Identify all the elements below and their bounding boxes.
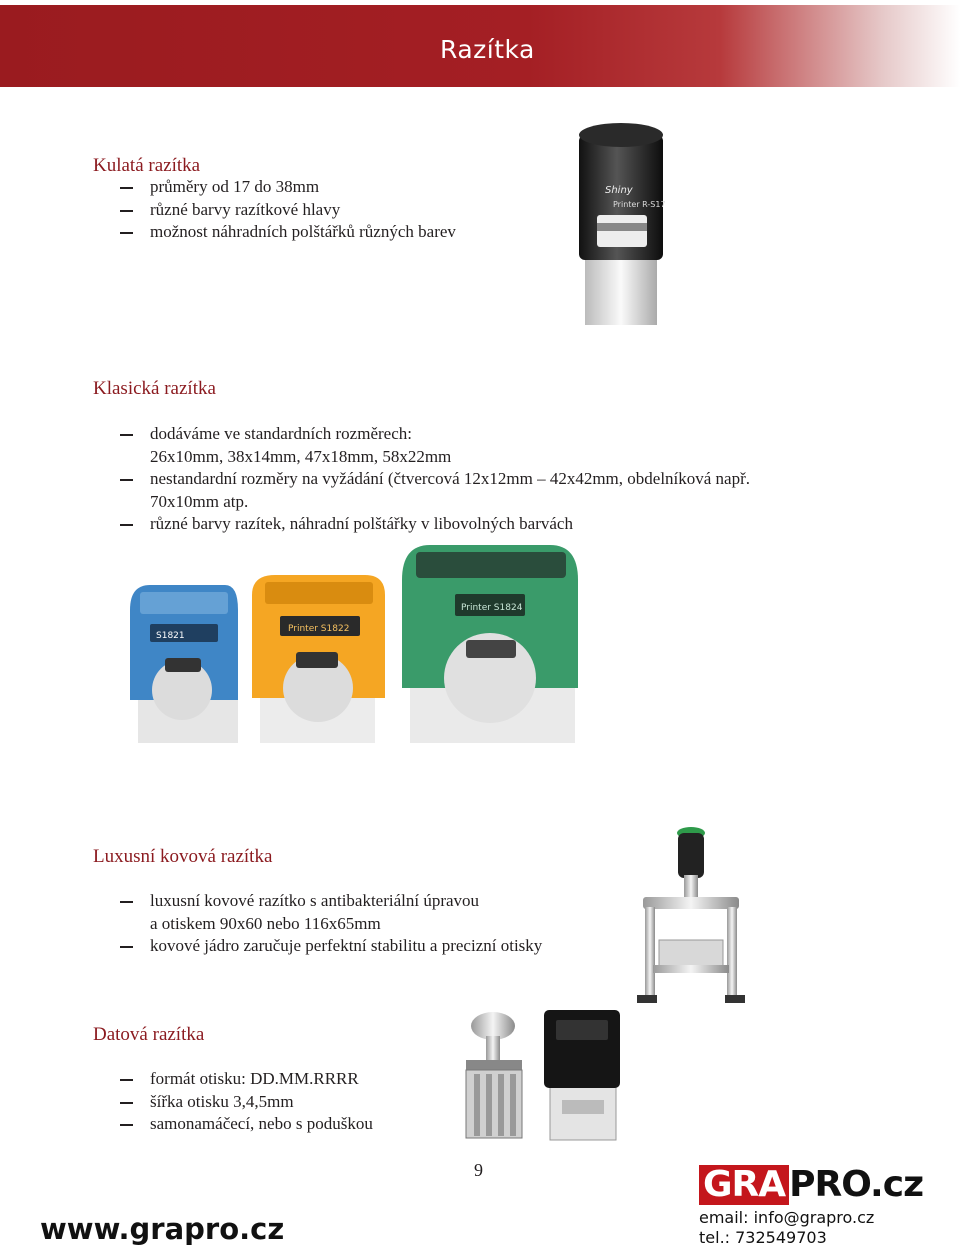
dash-bullet <box>120 901 133 903</box>
header-banner <box>0 5 960 87</box>
green-stamp <box>402 545 578 743</box>
contact-phone[interactable]: tel.: 732549703 <box>699 1228 827 1247</box>
list-item: dodáváme ve standardních rozměrech: <box>120 423 750 446</box>
section-title-date: Datová razítka <box>93 1024 205 1045</box>
dash-bullet <box>120 524 133 526</box>
list-item: kovové jádro zaručuje perfektní stabilitu a precizní otisky <box>120 935 542 958</box>
contact-email[interactable]: email: info@grapro.cz <box>699 1208 875 1227</box>
date-stamps-image <box>458 1008 628 1148</box>
list-item: luxusní kovové razítko s antibakteriální úpravou <box>120 890 542 913</box>
round-features-list <box>120 176 456 244</box>
classic-stamps-image <box>120 540 590 750</box>
logo-rest: PRO.cz <box>789 1164 924 1205</box>
date-features-list <box>120 1068 373 1136</box>
page-title: Razítka <box>440 35 535 64</box>
manual-date-stamp <box>466 1012 522 1138</box>
website-url[interactable]: www.grapro.cz <box>40 1212 285 1246</box>
section-title-round: Kulatá razítka <box>93 155 201 176</box>
list-item: možnost náhradních polštářků různých barev <box>120 221 456 244</box>
dash-bullet <box>120 479 133 481</box>
svg-text:Printer S1824: Printer S1824 <box>461 603 523 613</box>
list-item-continuation: a otiskem 90x60 nebo 116x65mm <box>150 913 381 933</box>
section-title-luxury: Luxusní kovová razítka <box>93 846 273 867</box>
list-item-continuation: 70x10mm atp. <box>150 491 249 511</box>
list-item: šířka otisku 3,4,5mm <box>120 1091 373 1114</box>
brand-logo: Shiny <box>605 185 633 196</box>
luxury-features-list <box>120 890 542 958</box>
yellow-stamp <box>252 575 385 743</box>
dash-bullet <box>120 946 133 948</box>
svg-text:Printer S1822: Printer S1822 <box>288 624 350 634</box>
list-item: samonamáčecí, nebo s poduškou <box>120 1113 373 1136</box>
list-item: různé barvy razítkové hlavy <box>120 199 456 222</box>
classic-features-list <box>120 423 750 536</box>
dash-bullet <box>120 232 133 234</box>
list-item: různé barvy razítek, náhradní polštářky v libovolných barvách <box>120 513 750 536</box>
section-title-classic: Klasická razítka <box>93 378 216 399</box>
round-stamp-image <box>565 115 675 330</box>
svg-text:S1821: S1821 <box>156 631 185 641</box>
logo-gra: GRA <box>699 1165 789 1205</box>
dash-bullet <box>120 1079 133 1081</box>
list-item: průměry od 17 do 38mm <box>120 176 456 199</box>
dash-bullet <box>120 187 133 189</box>
metal-stamp-image <box>633 825 748 1010</box>
dash-bullet <box>120 1124 133 1126</box>
blue-stamp <box>130 585 238 743</box>
grapro-logo <box>699 1165 923 1205</box>
page-number: 9 <box>474 1160 483 1180</box>
dash-bullet <box>120 210 133 212</box>
list-item-continuation: 26x10mm, 38x14mm, 47x18mm, 58x22mm <box>150 446 452 466</box>
dash-bullet <box>120 434 133 436</box>
dash-bullet <box>120 1102 133 1104</box>
product-label: Printer R-S17 <box>613 200 666 209</box>
list-item: nestandardní rozměry na vyžádání (čtvercová 12x12mm – 42x42mm, obdelníková např. <box>120 468 750 491</box>
list-item: formát otisku: DD.MM.RRRR <box>120 1068 373 1091</box>
self-inking-date-stamp <box>544 1010 620 1140</box>
